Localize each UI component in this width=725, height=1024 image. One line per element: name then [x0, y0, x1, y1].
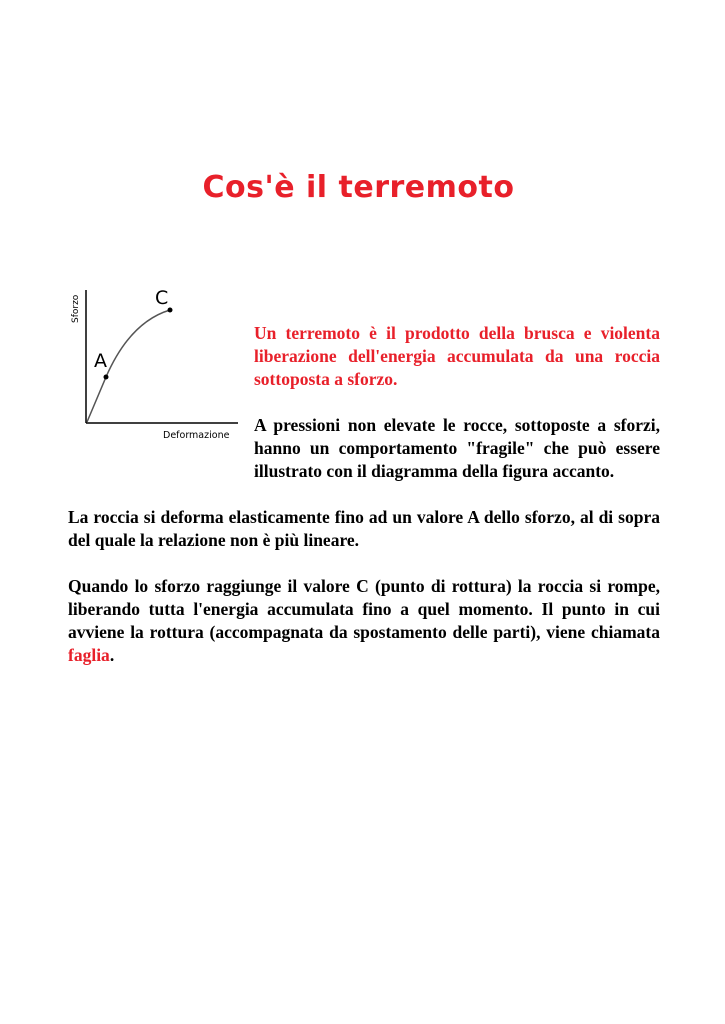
paragraph-rupture-text: Quando lo sforzo raggiunge il valore C (punto di rottura) la roccia si rompe, liberando tutta l'energia accumulata fino a quel momento. Il punto in cui avviene la rottura (accompagnata da spostamento delle parti), viene chiamata — [68, 576, 660, 642]
paragraph-rupture — [68, 575, 660, 667]
paragraph-rupture-end: . — [109, 645, 115, 665]
intro-paragraph: Un terremoto è il prodotto della brusca e violenta liberazione dell'energia accumulata da una roccia sottoposta a sforzo. — [254, 323, 660, 389]
body-text — [68, 322, 660, 690]
page-title: Cos'è il terremoto — [202, 170, 515, 205]
point-c-label: C — [155, 287, 169, 309]
x-axis-label: Deformazione — [163, 430, 230, 441]
paragraph-elastic: La roccia si deforma elasticamente fino ad un valore A dello sforzo, al di sopra del quale la relazione non è più lineare. — [68, 507, 660, 550]
point-a-label: A — [94, 350, 107, 372]
figure-spacer — [68, 322, 254, 472]
faglia-highlight: faglia — [68, 645, 110, 665]
y-axis-label: Sforzo — [71, 294, 81, 323]
paragraph-fragile: A pressioni non elevate le rocce, sottoposte a sforzi, hanno un comportamento "fragile" che può essere illustrato con il diagramma della figura accanto. — [254, 415, 660, 481]
